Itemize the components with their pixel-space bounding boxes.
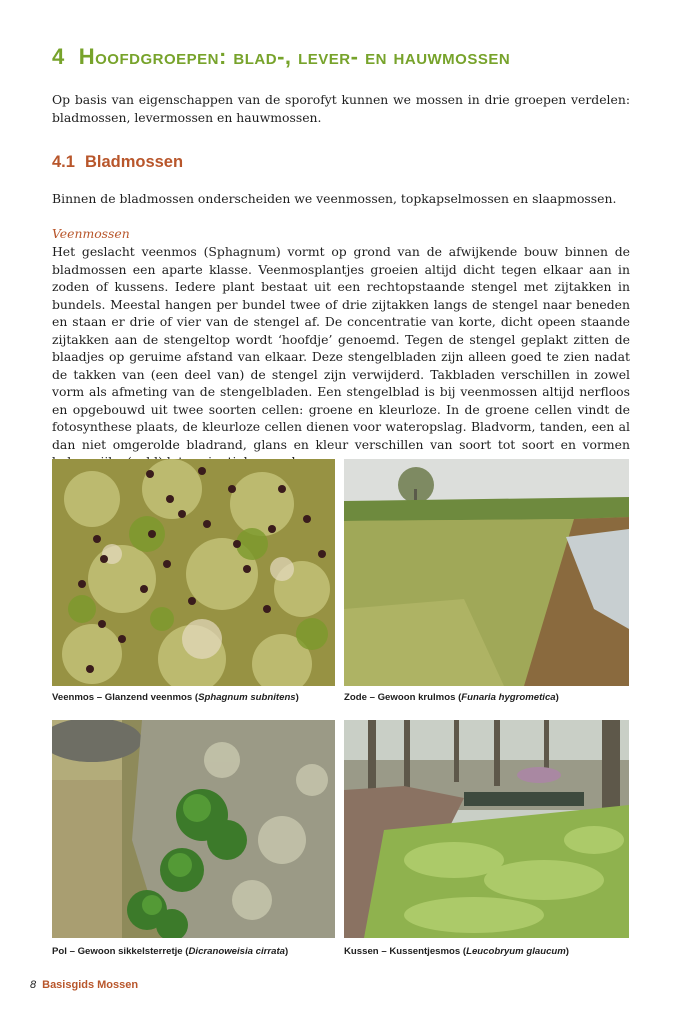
section-title: [52, 153, 183, 172]
caption-zode: Zode – Gewoon krulmos (Funaria hygrometica): [344, 692, 559, 703]
caption-veenmos: Veenmos – Glanzend veenmos (Sphagnum subnitens): [52, 692, 299, 703]
section-intro: Binnen de bladmossen onderscheiden we veenmossen, topkapselmossen en slaapmossen.: [52, 191, 617, 206]
caption-pol: Pol – Gewoon sikkelsterretje (Dicranoweisia cirrata): [52, 946, 289, 957]
page-number: 8: [30, 979, 37, 991]
photo-zode: [344, 459, 629, 686]
section-number: 4.1: [52, 153, 75, 171]
intro-paragraph: Op basis van eigenschappen van de sporofyt kunnen we mossen in drie groepen verdelen: bladmossen, levermossen en hauwmossen.: [52, 92, 630, 125]
photo-pol: [52, 720, 335, 938]
book-title: Basisgids Mossen: [42, 979, 139, 991]
photo-kussen: [344, 720, 629, 938]
body-paragraph: Het geslacht veenmos (Sphagnum) vormt op grond van de afwijkende bouw binnen de bladmossen een aparte klasse. Veenmosplantjes groeien altijd dicht tegen elkaar aan in zoden of kussens. Iedere plant bestaat uit een rechtopstaande stengel met zijtakken in bundels. Meestal hangen per bundel twee of drie zijtakken langs de stengel naar beneden en staan er drie of vier van de stengel af. De concentratie van korte, dicht opeen staande zijtakken aan de stengeltop wordt ‘hoofdje’ genoemd. Tegen de stengel geplakt zitten de blaadjes op geruime afstand van elkaar. Deze stengelbladen zijn alleen goed te zien nadat de takken van (een deel van) de stengel zijn verwijderd. Takbladen verschillen in zowel vorm als afmeting van de stengelbladen. Een stengelblad is bij veenmossen altijd nerfloos en opgebouwd uit twee soorten cellen: groene en kleurloze. In de groene cellen vindt de fotosynthese plaats, de kleurloze cellen dienen voor wateropslag. Bladvorm, tanden, een al dan niet omgerolde bladrand, glans en kleur verschillen van soort tot soort en vormen: [52, 244, 630, 452]
photo-veenmos: [52, 459, 335, 686]
chapter-number: 4: [52, 44, 65, 69]
page-footer: [30, 979, 138, 991]
chapter-title-text: Hoofdgroepen: blad-, lever- en hauwmossen: [78, 44, 511, 69]
caption-kussen: Kussen – Kussentjesmos (Leucobryum glaucum): [344, 946, 569, 957]
section-title-text: Bladmossen: [84, 153, 184, 171]
subheading-veenmossen: Veenmossen: [52, 226, 130, 241]
chapter-title: [52, 44, 510, 70]
